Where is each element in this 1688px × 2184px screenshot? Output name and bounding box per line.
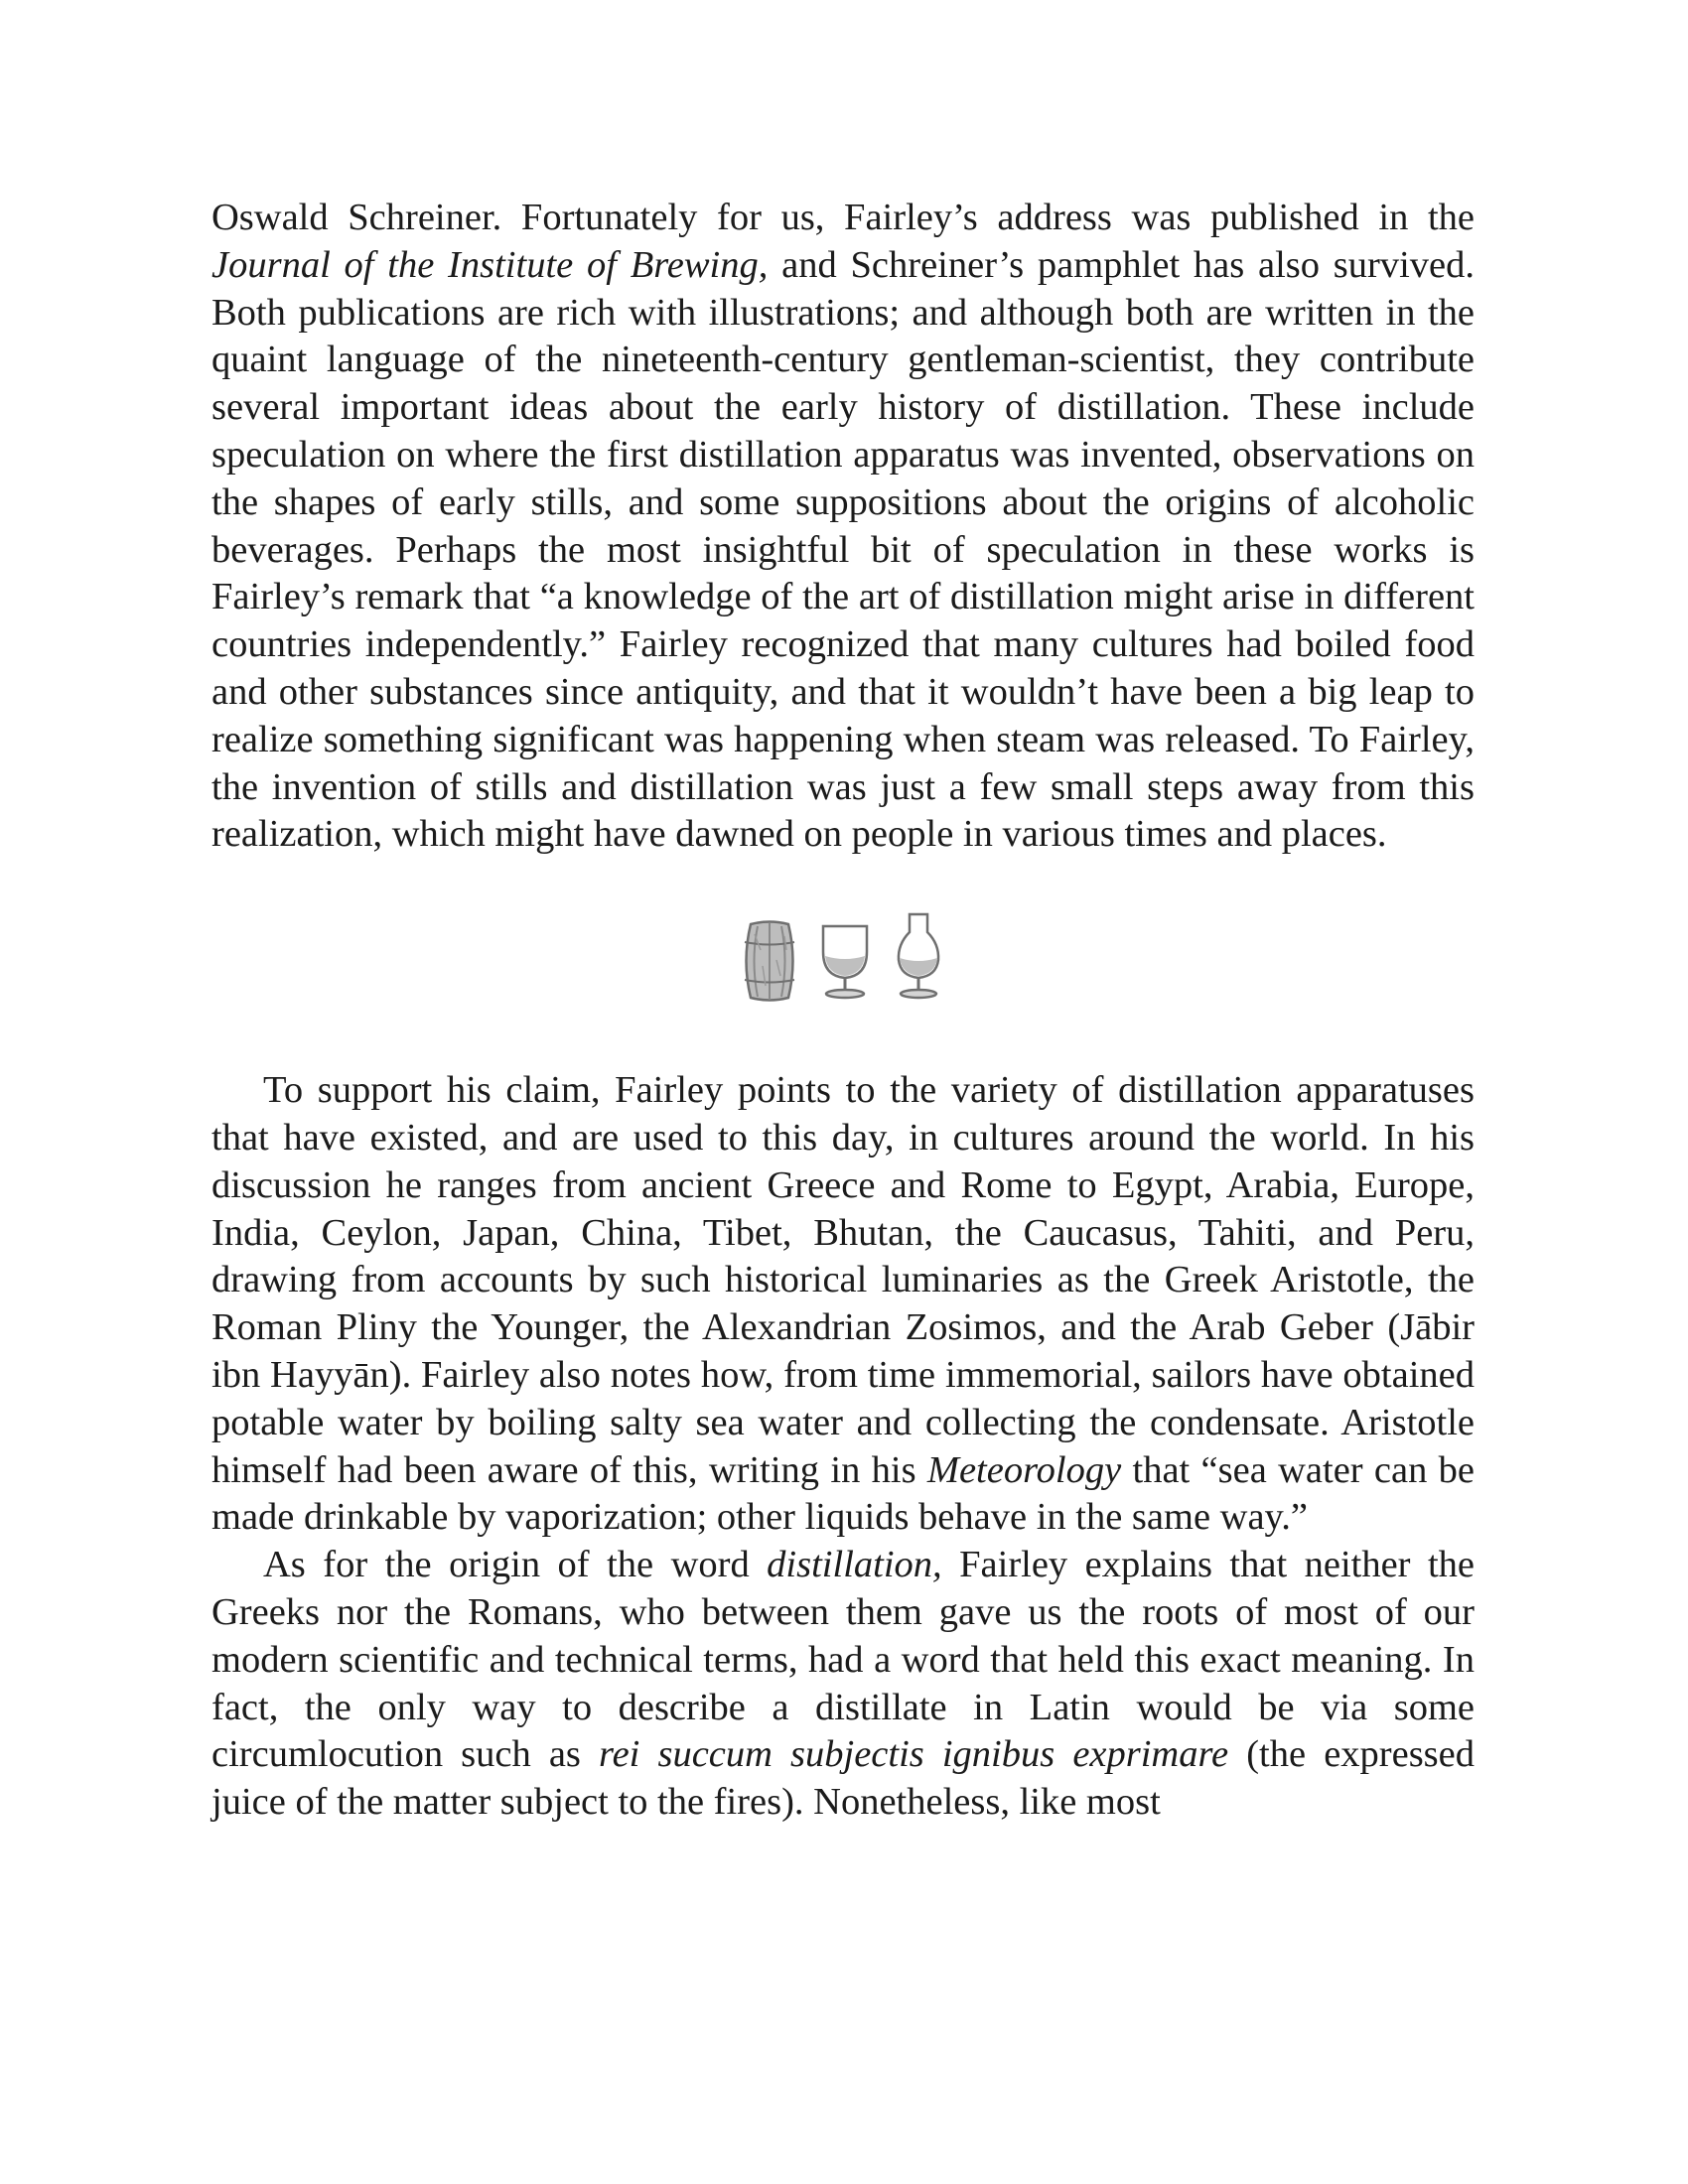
tulip-glass-icon — [892, 910, 945, 1002]
journal-title: Journal of the Institute of Brewing, — [211, 243, 769, 286]
paragraph-1 — [211, 195, 1475, 859]
paragraph-3-text-a: As for the origin of the word — [263, 1544, 768, 1586]
paragraph-1-text-a: Oswald Schreiner. Fortunately for us, Fairley’s address was published in the — [211, 197, 1475, 238]
paragraph-2 — [211, 1067, 1475, 1542]
latin-phrase: rei succum subjectis ignibus exprimare — [599, 1733, 1229, 1776]
distillation-term: distillation, — [767, 1544, 942, 1586]
paragraph-2-text-b: that “sea water can be made drinkable by vaporization; other liquids behave in the same way.” — [211, 1448, 1476, 1539]
paragraph-3-text-b: Fairley explains that neither the Greeks nor the Romans, who between them gave us the roots of most of our modern scientific and technical terms, had a word that held this exact meaning. In fact, the only way to describe a distillate in Latin would be via some circumlocution such as — [211, 1544, 1475, 1776]
section-break-ornament — [211, 906, 1475, 1002]
paragraph-1-text-b: and Schreiner’s pamphlet has also survived. Both publications are rich with illustrations; and although both are written in the quaint language of the nineteenth-century gentleman-scientist, they contribute several important ideas about the early history of distillation. These include speculation on where the first distillation apparatus was invented, observations on the shapes of early stills, and some suppositions about the origins of alcoholic beverages. Perhaps the most insightful bit of speculation in these works is Fairley’s remark that “a knowledge of the art of distillation might arise in different countries independently.” Fairley recognized that many cultures had boiled food and other substances since antiquity, and that it wouldn’t have been a big leap to realize something significant was happening when steam was released. To Fairley, the invention of stills and distillation was just a few small steps away from this realization, which might have dawned on people in various times and places. — [211, 243, 1475, 856]
meteorology-title: Meteorology — [926, 1448, 1122, 1491]
paragraph-3 — [211, 1542, 1475, 1827]
barrel-icon — [741, 920, 798, 1002]
paragraph-2-text-a: To support his claim, Fairley points to the variety of distillation apparatuses that have existed, and are used to this day, in cultures around the world. In his discussion he ranges from ancient Greece and Rome to Egypt, Arabia, Europe, India, Ceylon, Japan, China, Tibet, Bhutan, the Caucasus, Tahiti, and Peru, drawing from accounts by such historical luminaries as the Greek Aristotle, the Roman Pliny the Younger, the Alexandrian Zosimos, and the Arab Geber (Jābir ibn Hayyān). Fairley also notes how, from time immemorial, sailors have obtained potable water by boiling salty sea water and collecting the condensate. Aristotle himself had been aware of this, writing in his — [211, 1069, 1475, 1491]
snifter-glass-icon — [818, 918, 872, 1002]
book-page — [211, 195, 1475, 1827]
paragraph-3-text-c: (the expressed juice of the matter subject to the fires). Nonetheless, like most — [211, 1733, 1475, 1824]
